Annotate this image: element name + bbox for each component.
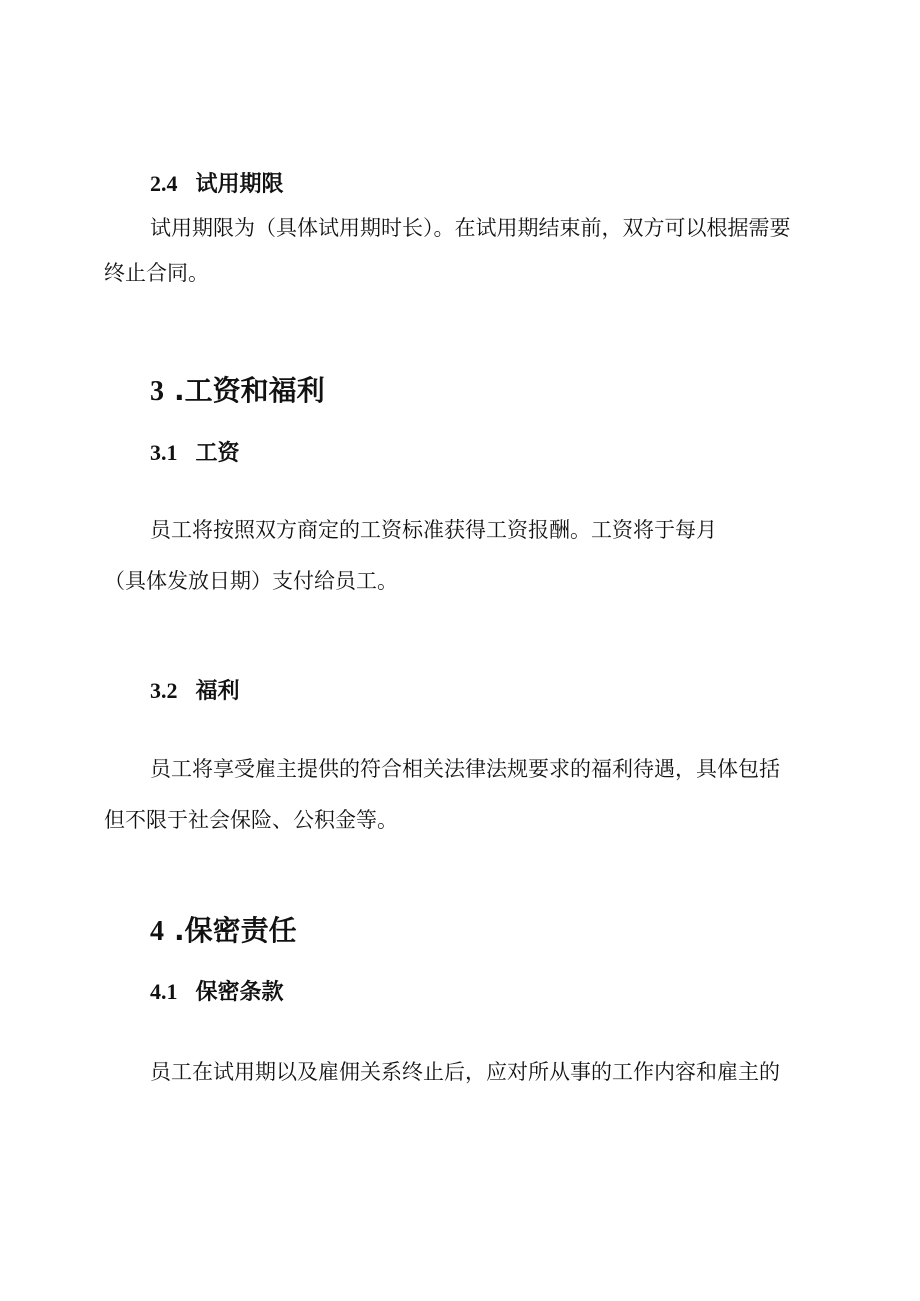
paragraph-4-1-line-1: 员工在试用期以及雇佣关系终止后，应对所从事的工作内容和雇主的 [150, 1060, 780, 1084]
heading-title: 工资 [195, 441, 240, 466]
heading-3-1 [150, 436, 240, 467]
heading-2-4 [150, 167, 284, 198]
heading-title: 福利 [195, 679, 240, 704]
heading-title: 保密条款 [195, 980, 284, 1005]
paragraph-3-2-line-1: 员工将享受雇主提供的符合相关法律法规要求的福利待遇，具体包括 [150, 757, 780, 781]
heading-3 [150, 369, 325, 409]
heading-number: 4 [150, 916, 164, 947]
heading-number: 4.1 [150, 979, 178, 1004]
paragraph-2-4-line-1: 试用期限为（具体试用期时长）。在试用期结束前，双方可以根据需要 [150, 216, 791, 240]
paragraph-3-1-line-1: 员工将按照双方商定的工资标准获得工资报酬。工资将于每月 [150, 518, 717, 542]
heading-title: .保密责任 [174, 914, 297, 947]
heading-number: 3.1 [150, 440, 178, 465]
heading-4 [150, 909, 297, 949]
paragraph-3-1-line-2: （具体发放日期）支付给员工。 [104, 569, 398, 593]
heading-number: 3.2 [150, 678, 178, 703]
heading-number: 2.4 [150, 171, 178, 196]
heading-4-1 [150, 975, 284, 1006]
paragraph-2-4-line-2: 终止合同。 [104, 261, 209, 285]
heading-3-2 [150, 674, 240, 705]
heading-number: 3 [150, 376, 164, 407]
heading-title: 试用期限 [195, 172, 284, 197]
paragraph-3-2-line-2: 但不限于社会保险、公积金等。 [104, 808, 398, 832]
heading-title: .工资和福利 [174, 374, 325, 407]
